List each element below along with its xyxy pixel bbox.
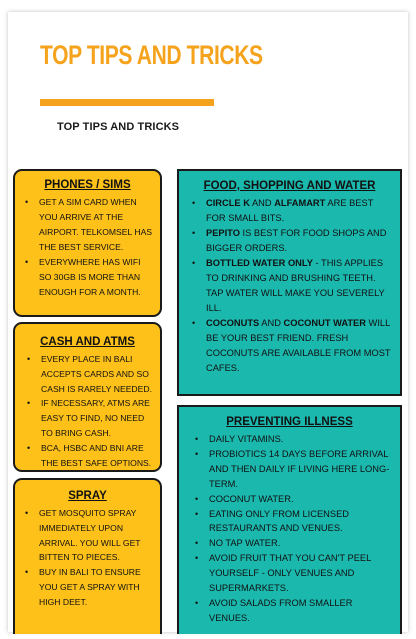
list-item: • BOTTLED WATER ONLY - THIS APPLIES TO DRINKING AND BRUSHING TEETH. TAP WATER WILL MAKE YOU SEVERELY ILL. [192, 258, 385, 313]
bullet-icon: • [195, 508, 199, 519]
food-shopping-water-box [177, 169, 402, 396]
list-item: • PROBIOTICS 14 DAYS BEFORE ARRIVAL AND THEN DAILY IF LIVING HERE LONG-TERM. [195, 448, 390, 489]
bullet-icon: • [27, 398, 31, 409]
list-item: • PEPITO IS BEST FOR FOOD SHOPS AND BIGGER ORDERS. [192, 228, 387, 253]
phones-sims-list [25, 195, 154, 300]
list-item: • NO TAP WATER. [209, 536, 392, 551]
list-item: • DAILY VITAMINS. [209, 432, 392, 447]
list-item: • EVERY PLACE IN BALI ACCEPTS CARDS AND SO CASH IS RARELY NEEDED. [27, 354, 152, 394]
preventing-illness-list [195, 432, 392, 626]
preventing-illness-title: PREVENTING ILLNESS [226, 416, 353, 428]
title-underline-bar [40, 99, 214, 106]
bullet-icon: • [195, 597, 199, 608]
bullet-icon: • [27, 354, 31, 364]
bullet-icon: • [195, 448, 199, 459]
bullet-icon: • [25, 257, 29, 267]
bullet-icon: • [25, 567, 29, 578]
preventing-illness-box [177, 405, 402, 634]
page-title: TOP TIPS AND TRICKS [40, 40, 263, 70]
phones-sims-box [13, 169, 162, 317]
cash-atms-list [27, 352, 154, 470]
page-subtitle: TOP TIPS AND TRICKS [57, 121, 180, 133]
phones-sims-title: PHONES / SIMS [44, 179, 131, 191]
bullet-icon: • [27, 442, 31, 453]
cash-atms-title: CASH AND ATMS [40, 336, 135, 348]
list-item: • COCONUT WATER. [209, 492, 392, 507]
bullet-icon: • [192, 318, 196, 328]
spray-list [25, 506, 154, 610]
bullet-icon: • [195, 538, 199, 549]
list-item: • BCA, HSBC AND BNI ARE THE BEST SAFE OPTIONS. [27, 442, 152, 468]
list-item: • IF NECESSARY, ATMS ARE EASY TO FIND, NO NEED TO BRING CASH. [27, 398, 150, 438]
bullet-icon: • [195, 493, 199, 504]
bullet-icon: • [25, 197, 29, 207]
list-item: • AVOID FRUIT THAT YOU CAN'T PEEL YOURSELF - ONLY VENUES AND SUPERMARKETS. [195, 553, 371, 594]
cash-atms-box [13, 322, 162, 472]
food-shopping-water-list [192, 196, 392, 376]
list-item: • EATING ONLY FROM LICENSED RESTAURANTS AND VENUES. [195, 508, 349, 534]
list-item: • AVOID SALADS FROM SMALLER VENUES. [195, 597, 353, 623]
list-item: • CIRCLE K AND ALFAMART ARE BEST FOR SMALL BITS. [192, 198, 374, 223]
bullet-icon: • [25, 508, 29, 518]
list-item: • GET A SIM CARD WHEN YOU ARRIVE AT THE AIRPORT. TELKOMSEL HAS THE BEST SERVICE. [25, 197, 153, 252]
list-item: • GET MOSQUITO SPRAY IMMEDIATELY UPON ARRIVAL. YOU WILL GET BITTEN TO PIECES. [25, 508, 141, 563]
bullet-icon: • [192, 258, 196, 268]
spray-title: SPRAY [68, 490, 107, 502]
bullet-icon: • [192, 198, 196, 208]
list-item: • COCONUTS AND COCONUT WATER WILL BE YOUR BEST FRIEND. FRESH COCONUTS ARE AVAILABLE FROM MOST CAFES. [192, 318, 391, 373]
list-item: • BUY IN BALI TO ENSURE YOU GET A SPRAY WITH HIGH DEET. [25, 567, 141, 607]
list-item: • EVERYWHERE HAS WIFI SO 30GB IS MORE THAN ENOUGH FOR A MONTH. [25, 257, 141, 297]
bullet-icon: • [195, 434, 199, 444]
bullet-icon: • [195, 553, 199, 564]
bullet-icon: • [192, 228, 196, 238]
spray-box [13, 478, 162, 634]
food-shopping-water-title: FOOD, SHOPPING AND WATER [203, 180, 376, 192]
